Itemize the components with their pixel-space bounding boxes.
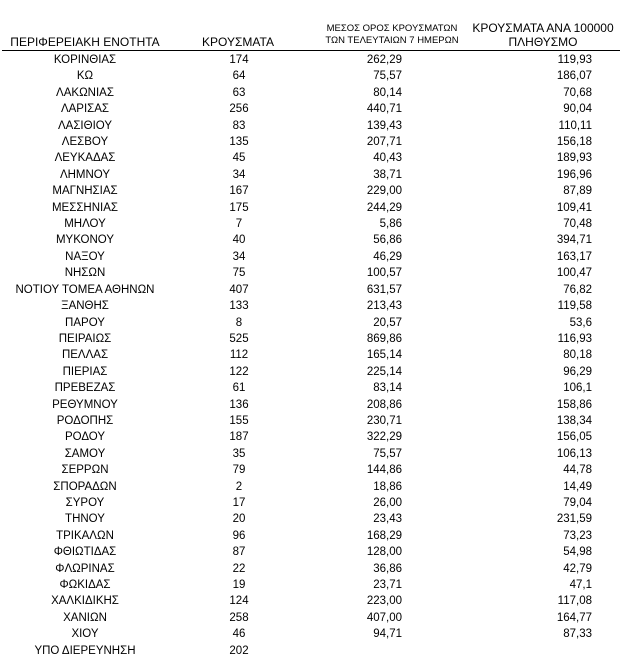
region-cell: ΝΑΞΟΥ [65,250,105,263]
cases-cell: 83 [232,119,246,132]
cases-cell: 34 [232,168,246,181]
per100k-cell: 80,18 [563,349,592,362]
per100k-cell: 394,71 [556,234,592,247]
per100k-cell: 186,07 [556,70,592,83]
region-cell: ΠΙΕΡΙΑΣ [62,365,108,378]
cases-cell: 35 [232,447,246,460]
avg-cell: 230,71 [366,414,402,427]
avg-cell: 38,71 [373,168,402,181]
table-row [0,347,592,363]
region-cell: ΤΡΙΚΑΛΩΝ [56,529,114,542]
cases-cell: 2 [235,480,243,493]
avg-cell: 80,14 [373,86,402,99]
avg-cell: 18,86 [373,480,402,493]
table-row [0,479,592,495]
cases-cell: 174 [229,54,249,66]
per100k-cell: 53,6 [569,316,592,329]
cases-cell: 155 [229,414,249,427]
avg-cell: 75,57 [373,70,402,83]
region-cell: ΞΑΝΘΗΣ [61,300,109,313]
table-row [0,429,592,445]
table-row [0,626,592,642]
avg-cell: 128,00 [366,546,402,559]
region-cell: ΣΠΟΡΑΔΩΝ [53,480,117,493]
per100k-cell: 106,13 [556,447,592,460]
per100k-cell: 110,11 [558,119,592,132]
region-cell: ΧΑΛΚΙΔΙΚΗΣ [51,595,119,608]
table-row [0,150,592,166]
cases-cell: 175 [229,201,249,214]
table-row [0,561,592,577]
table-row [0,397,592,413]
table-row [0,298,592,314]
header-region: ΠΕΡΙΦΕΡΕΙΑΚΗ ΕΝΟΤΗΤΑ [10,35,160,49]
avg-cell: 244,29 [366,201,402,214]
per100k-cell: 116,93 [557,332,592,345]
avg-cell: 213,43 [366,300,402,313]
per100k-cell: 54,98 [563,546,592,559]
per100k-cell: 87,33 [563,628,592,641]
per100k-cell: 117,08 [557,595,592,608]
table-row [0,544,592,560]
per100k-cell: 14,49 [563,480,592,493]
per100k-cell: 76,82 [563,283,592,296]
per100k-cell: 119,58 [557,300,592,313]
cases-cell: 87 [232,546,246,559]
table-row [0,134,592,150]
per100k-cell: 47,1 [569,579,592,591]
cases-cell: 124 [229,595,249,608]
cases-cell: 96 [232,529,246,542]
per100k-cell: 79,04 [563,496,592,509]
cases-cell: 187 [229,431,249,444]
region-cell: ΝΟΤΙΟΥ ΤΟΜΕΑ ΑΘΗΝΩΝ [15,283,155,296]
per100k-cell: 119,93 [557,54,592,66]
region-cell: ΡΟΔΟΠΗΣ [56,414,114,427]
avg-cell: 23,71 [373,579,402,591]
avg-cell: 869,86 [366,332,402,345]
per100k-cell: 96,29 [563,365,592,378]
per100k-cell: 189,93 [556,152,592,165]
avg-cell: 165,14 [366,349,402,362]
cases-cell: 525 [229,332,249,345]
avg-cell: 139,43 [366,119,402,132]
region-cell: ΣΑΜΟΥ [64,447,106,460]
avg-cell: 407,00 [366,611,402,624]
region-cell: ΠΡΕΒΕΖΑΣ [54,382,116,395]
cases-cell: 407 [229,283,249,296]
cases-cell: 19 [232,579,246,591]
region-cell: ΤΗΝΟΥ [65,513,105,526]
cases-cell: 167 [229,185,249,198]
table-row [0,85,592,101]
region-cell: ΝΗΣΩΝ [64,267,106,280]
header-cases: ΚΡΟΥΣΜΑΤΑ [202,35,274,49]
per100k-cell: 196,96 [556,168,592,181]
avg-cell: 75,57 [373,447,402,460]
per100k-cell: 70,68 [563,86,592,99]
table-row [0,216,592,232]
table-row [0,183,592,199]
table-row [0,167,592,183]
region-cell: ΚΟΡΙΝΘΙΑΣ [53,54,117,66]
avg-cell: 23,43 [373,513,402,526]
region-cell: ΦΘΙΩΤΙΔΑΣ [53,546,117,559]
per100k-cell: 164,77 [556,611,592,624]
table-row [0,364,592,380]
region-cell: ΧΑΝΙΩΝ [63,611,107,624]
avg-cell: 56,86 [373,234,402,247]
per100k-cell: 156,18 [556,136,592,149]
table-row [0,528,592,544]
cases-cell: 75 [232,267,246,280]
per100k-cell: 156,05 [556,431,592,444]
region-cell: ΡΟΔΟΥ [64,431,106,444]
table-row [0,282,592,298]
cases-cell: 64 [232,70,246,83]
cases-cell: 136 [229,398,249,411]
table-row [0,265,592,281]
avg-cell: 36,86 [373,562,402,575]
avg-cell: 207,71 [366,136,402,149]
table-row [0,249,592,265]
per100k-cell: 100,47 [556,267,592,280]
avg-cell: 225,14 [366,365,402,378]
per100k-cell: 90,04 [563,103,592,116]
table-row [0,232,592,248]
region-cell: ΠΕΙΡΑΙΩΣ [58,332,112,345]
cases-cell: 34 [232,250,246,263]
per100k-cell: 163,17 [556,250,592,263]
table-row [0,511,592,527]
avg-cell: 208,86 [366,398,402,411]
avg-cell: 83,14 [373,382,402,395]
cases-cell: 22 [232,562,246,575]
cases-cell: 258 [229,611,249,624]
region-cell: ΛΑΚΩΝΙΑΣ [56,86,114,99]
table-row [0,315,592,331]
cases-cell: 7 [235,218,243,231]
avg-cell: 322,29 [366,431,402,444]
avg-cell: 168,29 [366,529,402,542]
region-cell: ΛΑΡΙΣΑΣ [60,103,110,116]
table-row [0,52,592,68]
cases-table [0,52,592,659]
region-cell: ΧΙΟΥ [71,628,99,641]
avg-cell: 100,57 [366,267,402,280]
cases-cell: 8 [235,316,243,329]
region-cell: ΚΩ [76,70,94,83]
header-avg-line2: ΤΩΝ ΤΕΛΕΥΤΑΙΩΝ 7 ΗΜΕΡΩΝ [325,35,459,46]
region-cell: ΠΕΛΛΑΣ [61,349,109,362]
region-cell: ΣΕΡΡΩΝ [61,464,109,477]
cases-cell: 79 [232,464,246,477]
avg-cell: 40,43 [373,152,402,165]
avg-cell: 5,86 [379,218,402,231]
avg-cell: 94,71 [373,628,402,641]
table-row [0,643,592,659]
table-row [0,446,592,462]
region-cell: ΠΑΡΟΥ [65,316,105,329]
header-per100k-line1: ΚΡΟΥΣΜΑΤΑ ΑΝΑ 100000 [472,21,614,35]
table-row [0,331,592,347]
region-cell: ΜΕΣΣΗΝΙΑΣ [51,201,119,214]
avg-cell [308,643,436,659]
table-row [0,200,592,216]
table-row [0,68,592,84]
cases-cell: 135 [229,136,249,149]
header-per100k [468,21,618,49]
region-cell: ΜΥΚΟΝΟΥ [55,234,115,247]
table-row [0,380,592,396]
table-row [0,462,592,478]
per100k-cell: 109,41 [556,201,592,214]
per100k-cell: 106,1 [563,382,592,395]
table-row [0,495,592,511]
per100k-cell [436,643,592,659]
header-per100k-line2: ΠΛΗΘΥΣΜΟ [508,35,578,49]
region-cell: ΜΗΛΟΥ [64,218,106,231]
cases-cell: 133 [229,300,249,313]
header-avg-line1: ΜΕΣΟΣ ΟΡΟΣ ΚΡΟΥΣΜΑΤΩΝ [326,23,458,34]
region-cell: ΣΥΡΟΥ [65,496,105,509]
table-row [0,610,592,626]
table-row [0,101,592,117]
region-cell: ΛΕΣΒΟΥ [61,136,109,149]
cases-cell: 63 [232,86,246,99]
region-cell: ΛΑΣΙΘΙΟΥ [57,119,113,132]
region-cell: ΡΕΘΥΜΝΟΥ [52,398,118,411]
per100k-cell: 70,48 [563,218,592,231]
avg-cell: 440,71 [366,103,402,116]
per100k-cell: 44,78 [563,464,592,477]
cases-cell: 112 [229,349,249,362]
cases-cell: 256 [229,103,249,116]
cases-cell: 46 [232,628,246,641]
per100k-cell: 73,23 [563,529,592,542]
region-cell: ΦΛΩΡΙΝΑΣ [55,562,115,575]
cases-cell: 122 [229,365,249,378]
avg-cell: 144,86 [366,464,402,477]
table-row [0,413,592,429]
avg-cell: 26,00 [373,496,402,509]
table-row [0,577,592,593]
cases-cell: 202 [229,644,249,657]
region-cell: ΜΑΓΝΗΣΙΑΣ [52,185,118,198]
table-row [0,118,592,134]
per100k-cell: 158,86 [556,398,592,411]
cases-cell: 40 [232,234,246,247]
avg-cell: 229,00 [366,185,402,198]
region-cell: ΛΗΜΝΟΥ [59,168,111,181]
cases-cell: 45 [232,152,246,165]
table-row [0,593,592,609]
cases-cell: 17 [232,496,246,509]
avg-cell: 262,29 [366,54,402,66]
per100k-cell: 231,59 [556,513,592,526]
cases-cell: 20 [232,513,246,526]
per100k-cell: 138,34 [556,414,592,427]
cases-table-body [0,52,592,659]
header-avg [316,23,468,47]
avg-cell: 46,29 [373,250,402,263]
avg-cell: 223,00 [366,595,402,608]
avg-cell: 20,57 [373,316,402,329]
header-underline [2,50,620,51]
region-cell: ΦΩΚΙΔΑΣ [59,579,111,591]
per100k-cell: 42,79 [563,562,592,575]
region-cell: ΥΠΟ ΔΙΕΡΕΥΝΗΣΗ [34,644,136,657]
avg-cell: 631,57 [366,283,402,296]
per100k-cell: 87,89 [563,185,592,198]
cases-cell: 61 [232,382,246,395]
region-cell: ΛΕΥΚΑΔΑΣ [54,152,116,165]
